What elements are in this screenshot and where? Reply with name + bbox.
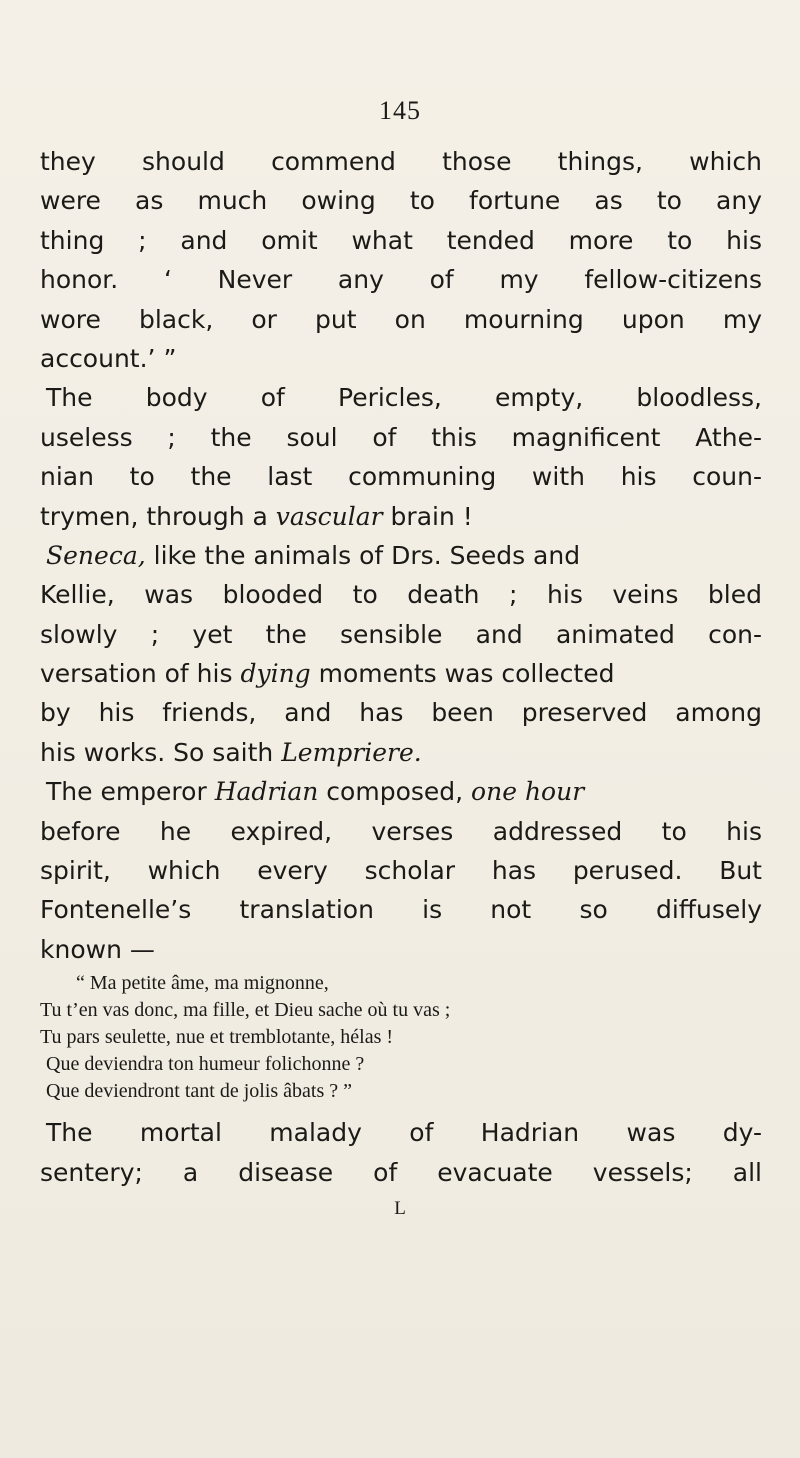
- text-segment: trymen, through a: [40, 501, 276, 531]
- text-segment: brain !: [382, 501, 473, 531]
- text-line: slowly ; yet the sensible and animated con-: [40, 619, 762, 649]
- text-segment: The emperor: [46, 777, 215, 807]
- text-line: thing ; and omit what tended more to his: [40, 225, 762, 255]
- text-line: account.’ ”: [40, 343, 177, 373]
- text-line: [40, 772, 762, 811]
- body-text: [40, 142, 762, 1192]
- emphasis-word: dying: [240, 659, 311, 689]
- verse-line: Que deviendront tant de jolis âbats ? ”: [46, 1080, 353, 1103]
- text-line: Kellie, was blooded to death ; his veins bled: [40, 580, 762, 610]
- emphasis-word: one hour: [471, 777, 585, 807]
- text-line: [40, 497, 762, 536]
- text-line: [40, 654, 762, 693]
- verse-line: Que deviendra ton humeur folichonne ?: [46, 1053, 365, 1076]
- verse-line: Tu t’en vas donc, ma fille, et Dieu sache où tu vas ;: [40, 999, 451, 1022]
- text-line: by his friends, and has been preserved among: [40, 698, 762, 728]
- text-segment: versation of his: [40, 659, 241, 689]
- text-line: Fontenelle’s translation is not so diffusely: [40, 895, 762, 925]
- signature-mark: L: [394, 1198, 406, 1219]
- text-segment: moments was collected: [310, 659, 615, 689]
- text-line: honor. ‘ Never any of my fellow-citizens: [40, 265, 762, 295]
- text-segment: composed,: [318, 777, 472, 807]
- text-segment: his works. So saith: [40, 737, 282, 767]
- page-number: 145: [379, 96, 421, 125]
- text-line: before he expired, verses addressed to his: [40, 816, 762, 846]
- text-line: were as much owing to fortune as to any: [40, 186, 762, 216]
- text-line: The body of Pericles, empty, bloodless,: [46, 383, 762, 413]
- text-segment: like the animals of Drs. Seeds and: [145, 540, 581, 570]
- text-line: [40, 733, 762, 772]
- emphasis-word: Hadrian: [214, 777, 319, 807]
- text-line: sentery; a disease of evacuate vessels; all: [40, 1157, 762, 1187]
- emphasis-word: vascular: [275, 501, 383, 531]
- french-verse: [40, 970, 762, 1105]
- text-line: spirit, which every scholar has perused. But: [40, 856, 762, 886]
- verse-line: “ Ma petite âme, ma mignonne,: [76, 972, 329, 995]
- text-line: nian to the last communing with his coun-: [40, 462, 762, 492]
- emphasis-word: Seneca,: [46, 540, 146, 570]
- verse-line: Tu pars seulette, nue et tremblotante, hélas !: [40, 1026, 394, 1049]
- text-line: [40, 536, 762, 575]
- text-line: they should commend those things, which: [40, 147, 762, 176]
- text-line: useless ; the soul of this magnificent Athe-: [40, 422, 762, 452]
- emphasis-word: Lempriere.: [281, 737, 422, 767]
- text-line: wore black, or put on mourning upon my: [40, 304, 762, 334]
- text-line: The mortal malady of Hadrian was dy-: [46, 1118, 762, 1148]
- text-line: known —: [40, 934, 155, 964]
